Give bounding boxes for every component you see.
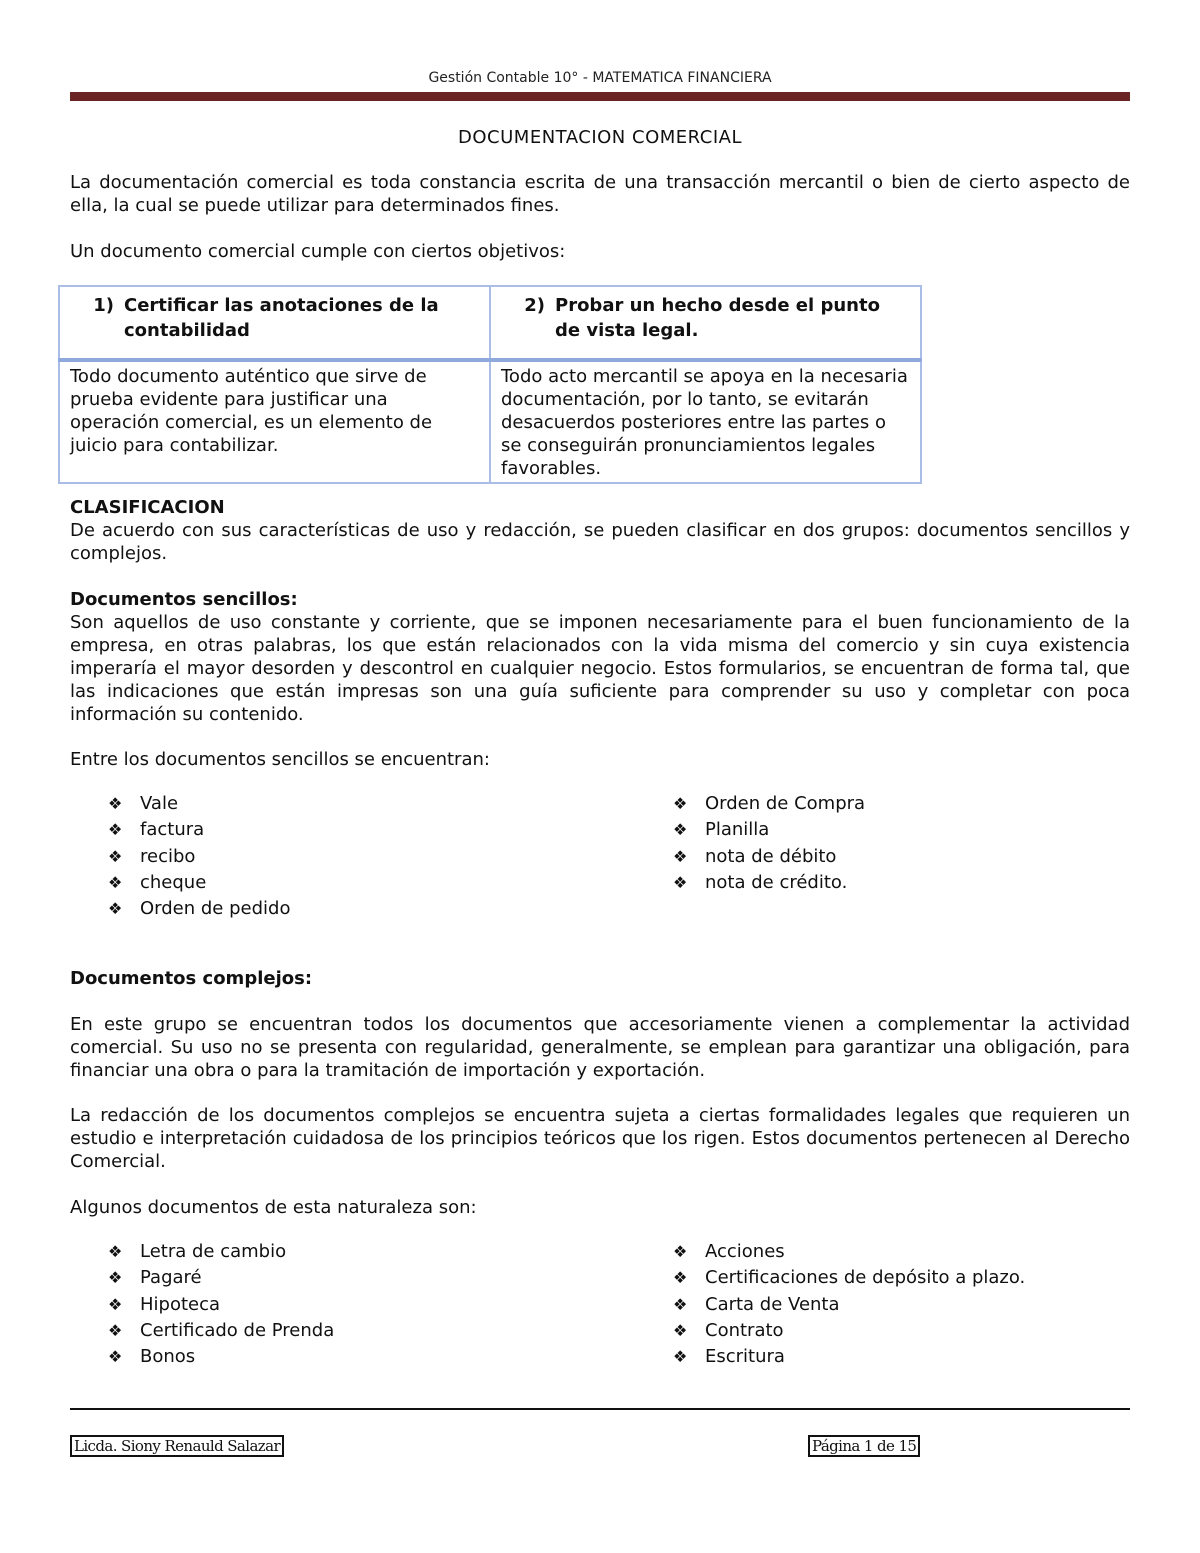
diamond-bullet-icon: ❖ xyxy=(673,1294,688,1314)
list-item: ❖ Acciones xyxy=(635,1239,1025,1265)
objective-1-body: Todo documento auténtico que sirve de prueba evidente para justificar una operación comercial, es un elemento de juicio para contabilizar. xyxy=(59,360,490,483)
clasificacion-text: De acuerdo con sus características de uso y redacción, se pueden clasificar en dos grupos: documentos sencillos y complejos. xyxy=(70,520,1130,564)
complejos-list-left xyxy=(70,1239,334,1370)
diamond-bullet-icon: ❖ xyxy=(673,794,688,813)
running-header: Gestión Contable 10° - MATEMATICA FINANCIERA xyxy=(428,70,772,86)
complejos-list-right xyxy=(635,1239,1025,1370)
sencillos-heading: Documentos sencillos: xyxy=(70,589,298,610)
list-item: ❖ nota de débito xyxy=(635,844,865,870)
diamond-bullet-icon: ❖ xyxy=(673,1320,688,1340)
list-item: ❖ cheque xyxy=(70,870,290,896)
footer-author: Licda. Siony Renauld Salazar xyxy=(70,1435,284,1457)
header-rule xyxy=(70,92,1130,101)
list-item: ❖ Vale xyxy=(70,791,290,817)
objectives-lead: Un documento comercial cumple con ciertos objetivos: xyxy=(70,241,566,262)
sencillos-list-left xyxy=(70,791,290,922)
diamond-bullet-icon: ❖ xyxy=(108,846,123,866)
clasificacion-heading: CLASIFICACION xyxy=(70,497,225,518)
list-item: ❖ Hipoteca xyxy=(70,1292,334,1318)
objective-1-title: Certificar las anotaciones de la contabilidad xyxy=(124,295,439,341)
list-item: ❖ Escritura xyxy=(635,1344,1025,1370)
sencillos-text: Son aquellos de uso constante y corriente, que se imponen necesariamente para el buen funcionamiento de la empresa, en otras palabras, los que están relacionados con la vida misma del comercio y sin cuya existencia imperaría el mayor desorden y descontrol en cualquier negocio. Estos formularios, se encuentran de forma tal, que las indicaciones que están impresas son una guía suficiente para comprender su uso y completar con poca información su contenido. xyxy=(70,612,1130,725)
diamond-bullet-icon: ❖ xyxy=(673,1242,688,1261)
footer-rule xyxy=(70,1408,1130,1410)
intro-paragraph: La documentación comercial es toda constancia escrita de una transacción mercantil o bien de cierto aspecto de ella, la cual se puede utilizar para determinados fines. xyxy=(70,172,1130,216)
diamond-bullet-icon: ❖ xyxy=(108,1347,123,1367)
list-item: ❖ Certificaciones de depósito a plazo. xyxy=(635,1265,1025,1291)
diamond-bullet-icon: ❖ xyxy=(108,820,123,840)
objective-2-body: Todo acto mercantil se apoya en la necesaria documentación, por lo tanto, se evitarán desacuerdos posteriores entre las partes o se conseguirán pronunciamientos legales favorables. xyxy=(490,360,921,483)
list-item: ❖ Contrato xyxy=(635,1318,1025,1344)
objectives-header-row xyxy=(59,286,921,360)
diamond-bullet-icon: ❖ xyxy=(673,820,688,840)
footer-page-number: Página 1 de 15 xyxy=(808,1435,920,1457)
list-item: ❖ Certificado de Prenda xyxy=(70,1318,334,1344)
list-item: ❖ Pagaré xyxy=(70,1265,334,1291)
diamond-bullet-icon: ❖ xyxy=(108,1294,123,1314)
diamond-bullet-icon: ❖ xyxy=(108,872,123,892)
sencillos-list-right xyxy=(635,791,865,896)
diamond-bullet-icon: ❖ xyxy=(108,794,123,813)
list-item: ❖ Bonos xyxy=(70,1344,334,1370)
objectives-table xyxy=(58,285,922,484)
list-item: ❖ recibo xyxy=(70,844,290,870)
list-item: ❖ factura xyxy=(70,817,290,843)
page-title: DOCUMENTACION COMERCIAL xyxy=(458,127,742,148)
diamond-bullet-icon: ❖ xyxy=(108,899,123,919)
objective-2-title-cell xyxy=(490,286,921,360)
diamond-bullet-icon: ❖ xyxy=(673,1347,688,1367)
list-item: ❖ nota de crédito. xyxy=(635,870,865,896)
sencillos-list-lead: Entre los documentos sencillos se encuentran: xyxy=(70,749,490,770)
list-item: ❖ Letra de cambio xyxy=(70,1239,334,1265)
diamond-bullet-icon: ❖ xyxy=(108,1320,123,1340)
diamond-bullet-icon: ❖ xyxy=(673,846,688,866)
list-item: ❖ Orden de Compra xyxy=(635,791,865,817)
list-item: ❖ Orden de pedido xyxy=(70,896,290,922)
objective-1-number: 1) xyxy=(93,295,114,316)
complejos-text-1: En este grupo se encuentran todos los documentos que accesoriamente vienen a complementar la actividad comercial. Su uso no se presenta con regularidad, generalmente, se emplean para garantizar una obligación, para financiar una obra o para la tramitación de importación y exportación. xyxy=(70,1014,1130,1081)
objectives-body-row xyxy=(59,360,921,483)
complejos-text-2: La redacción de los documentos complejos se encuentra sujeta a ciertas formalidades legales que requieren un estudio e interpretación cuidadosa de los principios teóricos que los rigen. Estos documentos pertenecen al Derecho Comercial. xyxy=(70,1105,1130,1172)
diamond-bullet-icon: ❖ xyxy=(108,1242,123,1261)
complejos-heading: Documentos complejos: xyxy=(70,968,313,989)
diamond-bullet-icon: ❖ xyxy=(108,1268,123,1288)
objective-2-number: 2) xyxy=(524,295,545,316)
list-item: ❖ Planilla xyxy=(635,817,865,843)
diamond-bullet-icon: ❖ xyxy=(673,1268,688,1288)
complejos-list-lead: Algunos documentos de esta naturaleza son: xyxy=(70,1197,477,1218)
list-item: ❖ Carta de Venta xyxy=(635,1292,1025,1318)
diamond-bullet-icon: ❖ xyxy=(673,872,688,892)
objective-1-title-cell xyxy=(59,286,490,360)
objective-2-title: Probar un hecho desde el punto de vista legal. xyxy=(555,295,880,341)
